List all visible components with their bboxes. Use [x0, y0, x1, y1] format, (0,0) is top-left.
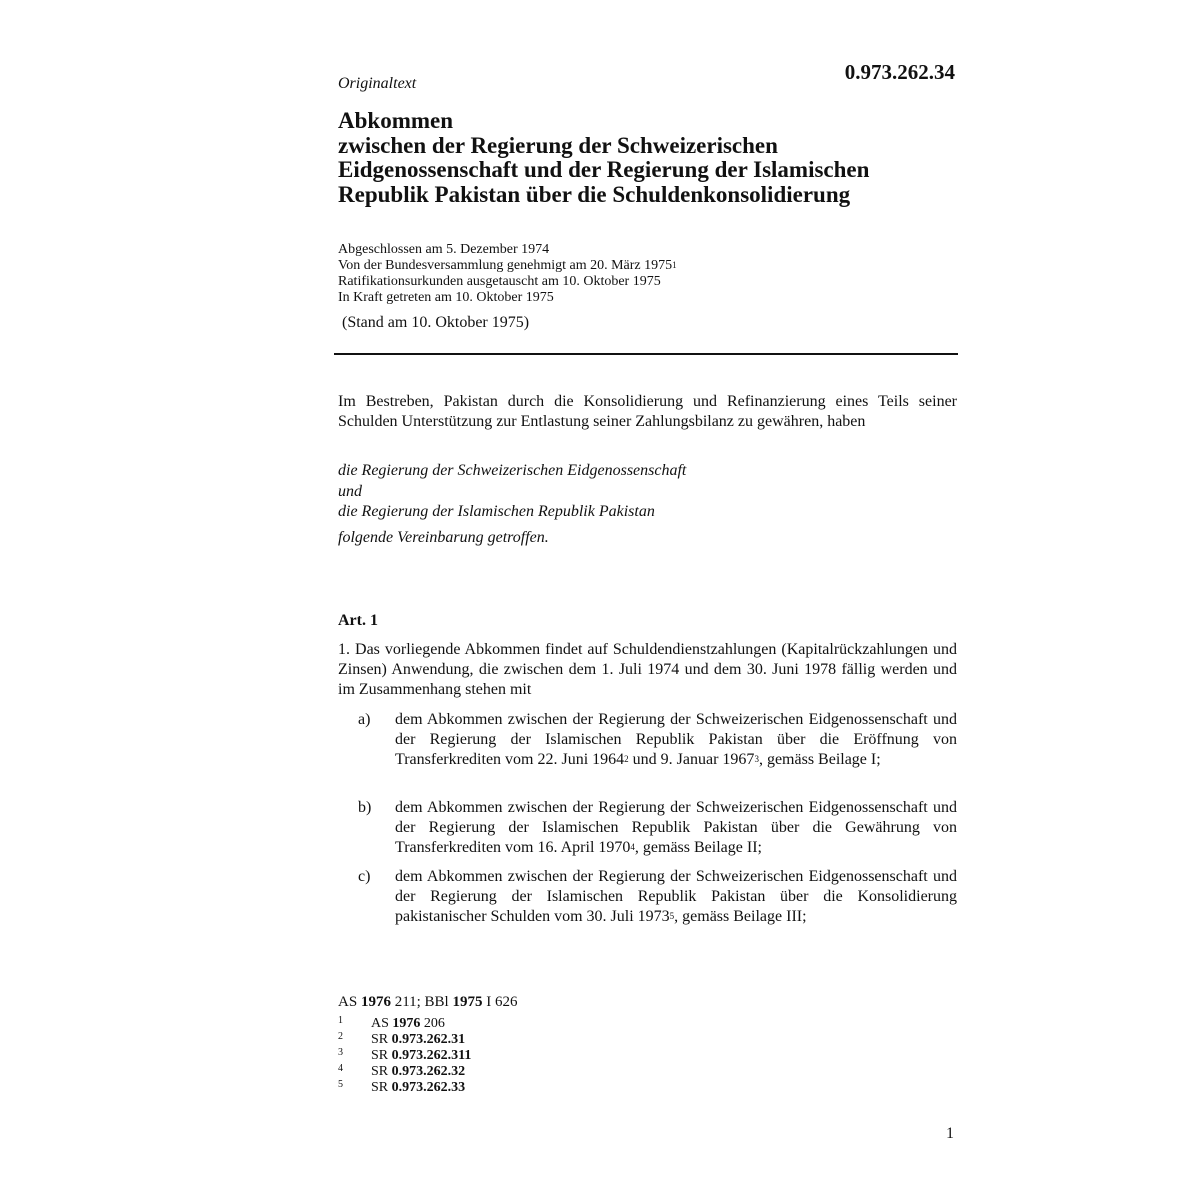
footnote-text[interactable]: [371, 1048, 471, 1064]
list-item-label: c): [358, 868, 371, 885]
article-paragraph: 1. Das vorliegende Abkommen findet auf Schuldendienstzahlungen (Kapitalrückzahlungen und Zinsen) Anwendung, die zwischen dem 1. Juli 1974 und dem 30. Juni 1978 fällig werden und im Zusammenhang stehen mit: [338, 641, 957, 698]
footnote-text[interactable]: [371, 1064, 465, 1080]
party-pakistan: die Regierung der Islamischen Republik Pakistan: [338, 503, 655, 520]
ratified-date: Ratifikationsurkunden ausgetauscht am 10. Oktober 1975: [338, 274, 661, 289]
party-swiss: die Regierung der Schweizerischen Eidgenossenschaft: [338, 462, 687, 479]
agreement-statement: folgende Vereinbarung getroffen.: [338, 529, 549, 546]
footnote-prefix: SR: [371, 1048, 392, 1063]
approved-text: Von der Bundesversammlung genehmigt am 20. März 1975: [338, 258, 673, 273]
footnote-text[interactable]: [371, 1080, 465, 1096]
title-line: Republik Pakistan über die Schuldenkonsolidierung: [338, 181, 851, 207]
article-title: Art. 1: [338, 612, 378, 629]
footnote-marker[interactable]: 1: [672, 260, 677, 270]
sr-number: 0.973.262.34: [844, 60, 955, 84]
item-text-part: und 9. Januar 1967: [628, 751, 755, 768]
footnote-marker[interactable]: 5: [669, 911, 675, 921]
header-divider: [334, 353, 958, 355]
party-conjunction: und: [338, 483, 362, 500]
footnote-number: 3: [338, 1047, 343, 1058]
footnote-marker[interactable]: 4: [630, 842, 635, 852]
footnote-suffix: 206: [420, 1016, 445, 1031]
concluded-date: Abgeschlossen am 5. Dezember 1974: [338, 242, 550, 257]
footnote-marker[interactable]: 3: [754, 754, 759, 764]
ref-part: I 626: [482, 994, 518, 1010]
item-text-part: dem Abkommen zwischen der Regierung der Schweizerischen Eidgenossenschaft und der Regierung der Islamischen Republik Pakistan über die Konsolidierung pakistanischer Schulden vom 30. Juli 1973: [395, 868, 957, 925]
list-item-label: b): [358, 799, 372, 816]
item-text-part: , gemäss Beilage III;: [674, 908, 807, 925]
footnote-ref: 1976: [392, 1016, 421, 1031]
approved-date: [338, 258, 677, 274]
footnote-number: 4: [338, 1063, 343, 1074]
meta-block: [338, 242, 677, 306]
footnote-text[interactable]: [371, 1032, 465, 1048]
title-line: Eidgenossenschaft und der Regierung der Islamischen: [338, 157, 870, 182]
footnote-marker[interactable]: 2: [624, 754, 629, 764]
footnote-prefix: SR: [371, 1032, 392, 1047]
document-title: [338, 109, 978, 207]
status-date: (Stand am 10. Oktober 1975): [342, 314, 530, 331]
list-item-text: [395, 798, 957, 858]
footnote-prefix: AS: [371, 1016, 393, 1031]
item-text-part: dem Abkommen zwischen der Regierung der Schweizerischen Eidgenossenschaft und der Regierung der Islamischen Republik Pakistan über die Eröffnung von Transferkrediten vom 22. Juni 1964: [395, 711, 957, 768]
footnote-number: 1: [338, 1015, 343, 1026]
in-force-date: In Kraft getreten am 10. Oktober 1975: [338, 290, 554, 305]
title-line: Abkommen: [338, 108, 454, 133]
list-item-label: a): [358, 711, 371, 728]
ref-part: 211; BBl: [390, 994, 453, 1010]
item-text-part: dem Abkommen zwischen der Regierung der Schweizerischen Eidgenossenschaft und der Regierung der Islamischen Republik Pakistan über die Gewährung von Transferkrediten vom 16. April 1970: [395, 799, 957, 856]
footnote-ref: 0.973.262.311: [391, 1048, 472, 1063]
original-text-label: Originaltext: [338, 75, 417, 92]
ref-part: AS: [338, 994, 361, 1010]
footnote-number: 5: [338, 1079, 343, 1090]
footnote-ref: 0.973.262.31: [391, 1032, 466, 1047]
footnote-prefix: SR: [371, 1080, 392, 1095]
list-item-text: [395, 867, 957, 927]
list-item-text: [395, 710, 957, 770]
item-text-part: , gemäss Beilage I;: [758, 751, 881, 768]
source-reference: [338, 994, 517, 1011]
item-text-part: , gemäss Beilage II;: [634, 839, 762, 856]
page-number: 1: [946, 1125, 954, 1142]
ref-year: 1975: [452, 994, 483, 1010]
title-line: zwischen der Regierung der Schweizerischen: [338, 132, 778, 158]
footnote-number: 2: [338, 1031, 343, 1042]
ref-year: 1976: [360, 994, 391, 1010]
footnote-ref: 0.973.262.33: [391, 1080, 466, 1095]
footnote-ref: 0.973.262.32: [391, 1064, 466, 1079]
footnote-text[interactable]: [371, 1016, 445, 1032]
preamble-text: Im Bestreben, Pakistan durch die Konsolidierung und Refinanzierung eines Teils seiner Schulden Unterstützung zur Entlastung seiner Zahlungsbilanz zu gewähren, haben: [338, 393, 957, 430]
footnote-prefix: SR: [371, 1064, 392, 1079]
